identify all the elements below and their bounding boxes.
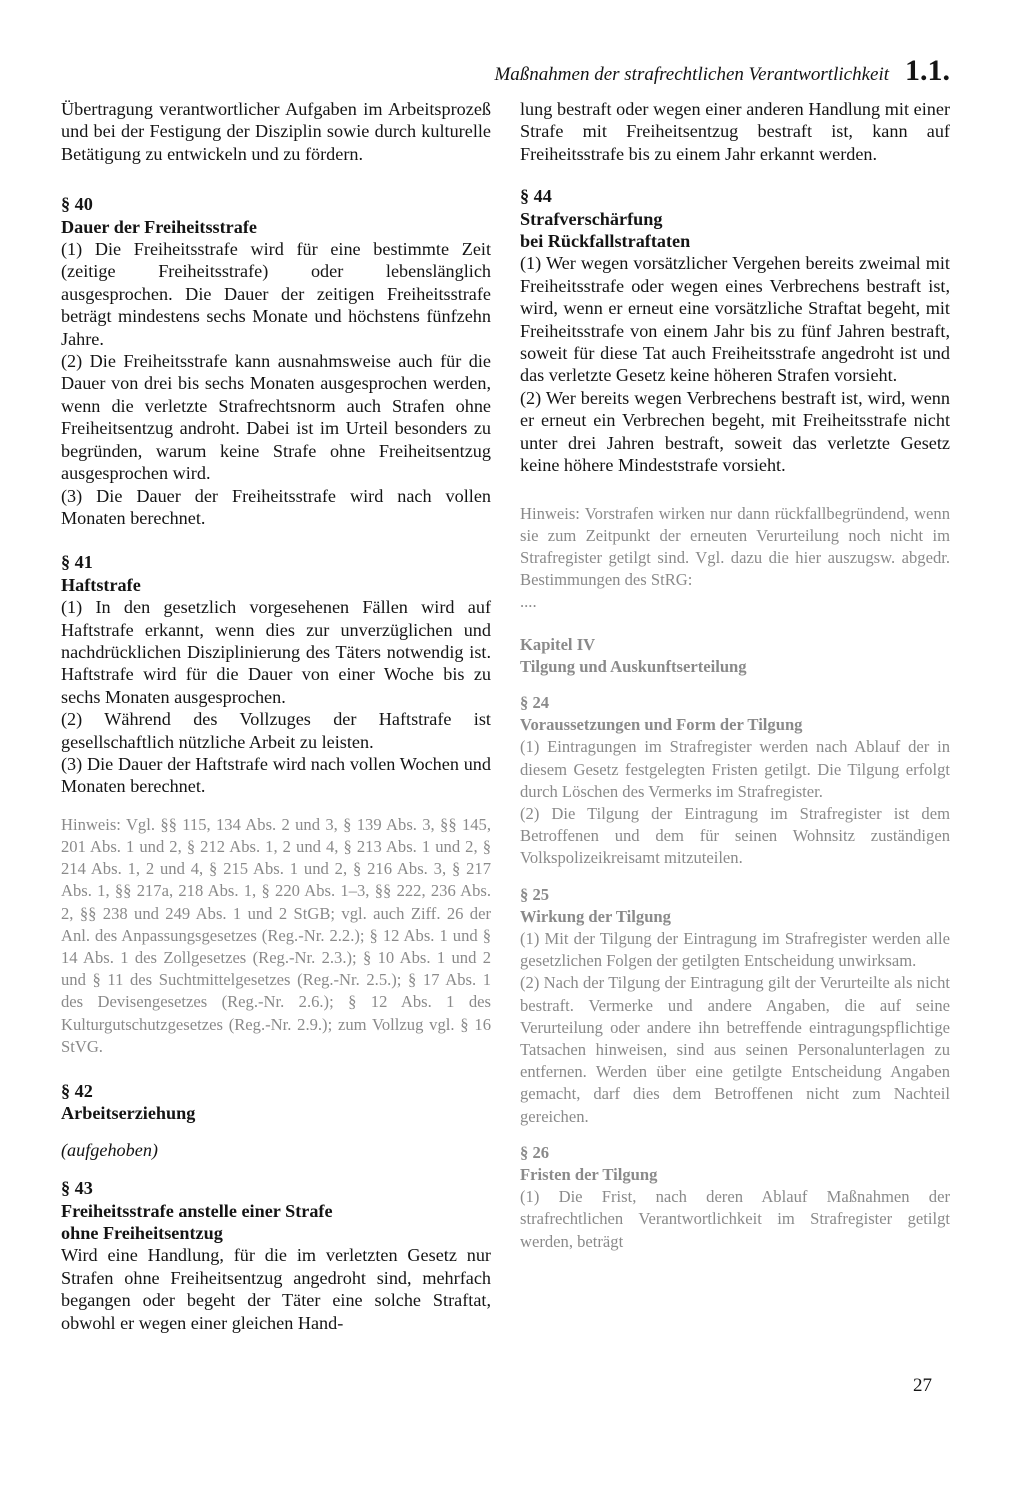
section-24-para-2: (2) Die Tilgung der Eintragung im Strafregister ist dem Betroffenen und dem für seinen Wohnsitz zuständigen Volkspolizeikreisamt mitzuteilen. xyxy=(520,803,950,868)
section-41-para-2: (2) Während des Vollzuges der Haftstrafe ist gesellschaftlich nützliche Arbeit zu leisten. xyxy=(61,709,491,752)
section-44-title-line-1: Strafverschärfung xyxy=(520,208,663,229)
section-40-para-1: (1) Die Freiheitsstrafe wird für eine bestimmte Zeit (zeitige Freiheitsstrafe) oder lebenslänglich ausgesprochen. Die Dauer der zeitigen Freiheitsstrafe beträgt mindestens sechs Monate und höchstens fünfzehn Jahre. xyxy=(61,239,491,349)
section-44-para-2: (2) Wer bereits wegen Verbrechens bestraft ist, wird, wenn er erneut ein Verbrechen begeht, mit Freiheitsstrafe nicht unter drei Jahren bestraft, soweit das verletzte Gesetz keine höhere Mindeststrafe vorsieht. xyxy=(520,387,950,476)
section-25-number: § 25 xyxy=(520,884,550,904)
strg-note: Hinweis: Vorstrafen wirken nur dann rückfallbegründend, wenn sie zum Zeitpunkt der erneuten Verurteilung noch nicht im Strafregister getilgt sind. Vgl. dazu die hier auszugsw. abgedr. Bestimmungen des StRG: xyxy=(520,503,950,590)
section-40-number: § 40 xyxy=(61,194,93,215)
section-42-number: § 42 xyxy=(61,1081,93,1102)
section-44-para-1: (1) Wer wegen vorsätzlicher Vergehen bereits zweimal mit Freiheitsstrafe oder wegen eines Verbrechens bestraft ist, wird, wenn er erneut eine vorsätzliche Straftat begeht, mit Freiheitsstrafe von einem Jahr bis zu fünf Jahren bestraft, soweit für diese Tat auch Freiheitsstrafe angedroht ist und das verletzte Gesetz keine höheren Strafen vorsieht. xyxy=(520,253,950,386)
section-41-note: Hinweis: Vgl. §§ 115, 134 Abs. 2 und 3, § 139 Abs. 3, §§ 145, 201 Abs. 1 und 2, § 212 Abs. 1, 2 und 4, § 213 Abs. 1 und 2, § 214 Abs. 1, 2 und 4, § 215 Abs. 1 und 2, § 216 Abs. 3, § 217 Abs. 1, §§ 217a, 218 Abs. 1, § 220 Abs. 1–3, §§ 222, 236 Abs. 2, §§ 238 und 249 Abs. 1 und 2 StGB; vgl. auch Ziff. 26 der Anl. des Anpassungsgesetzes (Reg.-Nr. 2.2.); § 12 Abs. 1 und § 14 Abs. 1 des Zollgesetzes (Reg.-Nr. 2.3.); § 10 Abs. 1 und 2 und § 11 des Suchtmittelgesetzes (Reg.-Nr. 2.5.); § 17 Abs. 1 des Devisengesetzes (Reg.-Nr. 2.6.); § 12 Abs. 1 des Kulturgutschutzgesetzes (Reg.-Nr. 2.9.); zum Vollzug vgl. § 16 StVG. xyxy=(61,814,491,1056)
chapter-heading: Kapitel IV xyxy=(520,634,596,654)
intro-paragraph: Übertragung verantwortlicher Aufgaben im Arbeitsprozeß und bei der Festigung der Disziplin sowie durch kulturelle Betätigung zu entwickeln und zu fördern. xyxy=(61,99,491,164)
section-43-title-line-2: ohne Freiheitsentzug xyxy=(61,1223,223,1244)
section-40-para-2: (2) Die Freiheitsstrafe kann ausnahmsweise auch für die Dauer von drei bis sechs Monaten ausgesprochen werden, wenn die verletzte Strafrechtsnorm auch Strafen ohne Freiheitsentzug androht. Dabei ist im Urteil besonders zu begründen, warum keine Strafe ohne Freiheitsentzug ausgesprochen wird. xyxy=(61,351,491,484)
section-24-para-1: (1) Eintragungen im Strafregister werden nach Ablauf der in diesem Gesetz festgelegten Fristen getilgt. Die Tilgung erfolgt durch Löschen des Vermerks im Strafregister. xyxy=(520,737,950,801)
section-42-body: (aufgehoben) xyxy=(61,1139,158,1160)
section-41-para-1: (1) In den gesetzlich vorgesehenen Fällen wird auf Haftstrafe erkannt, wenn dies zur unverzüglichen und nachdrücklichen Disziplinierung des Täters notwendig ist. Haftstrafe wird für die Dauer von einer Woche bis zu sechs Monaten ausgesprochen. xyxy=(61,597,491,707)
section-44-title-line-2: bei Rückfallstraftaten xyxy=(520,231,691,252)
section-25-para-1: (1) Mit der Tilgung der Eintragung im Strafregister werden alle gesetzlichen Folgen der getilgten Entscheidung unwirksam. xyxy=(520,928,950,971)
section-24-title: Voraussetzungen und Form der Tilgung xyxy=(520,715,803,735)
section-41-number: § 41 xyxy=(61,552,93,573)
section-44-number: § 44 xyxy=(520,186,552,207)
header-section-number: 1.1. xyxy=(905,54,950,87)
section-26-para-1: (1) Die Frist, nach deren Ablauf Maßnahmen der strafrechtlichen Verantwortlichkeit im Strafregister getilgt werden, beträgt xyxy=(520,1187,950,1251)
section-41-title: Haftstrafe xyxy=(61,574,141,595)
section-41-para-3: (3) Die Dauer der Haftstrafe wird nach vollen Wochen und Monaten berechnet. xyxy=(61,753,491,797)
chapter-title: Tilgung und Auskunftserteilung xyxy=(520,656,747,676)
continuation-paragraph: lung bestraft oder wegen einer anderen Handlung mit einer Strafe mit Freiheitsentzug bestraft ist, kann auf Freiheitsstrafe bis zu einem Jahr erkannt werden. xyxy=(520,99,950,164)
section-40-title: Dauer der Freiheitsstrafe xyxy=(61,216,257,237)
ellipsis: .... xyxy=(520,592,537,612)
page-number: 27 xyxy=(913,1375,932,1396)
header-title: Maßnahmen der strafrechtlichen Verantwortlichkeit xyxy=(494,64,889,85)
section-26-title: Fristen der Tilgung xyxy=(520,1164,658,1184)
section-43-body: Wird eine Handlung, für die im verletzten Gesetz nur Strafen ohne Freiheitsentzug angedroht sind, mehrfach begangen oder begeht der Täter eine solche Straftat, obwohl er wegen einer gleichen Hand- xyxy=(61,1245,491,1333)
section-42-title: Arbeitserziehung xyxy=(61,1103,196,1124)
section-43-number: § 43 xyxy=(61,1178,93,1199)
section-40-para-3: (3) Die Dauer der Freiheitsstrafe wird nach vollen Monaten berechnet. xyxy=(61,485,491,528)
section-43-title-line-1: Freiheitsstrafe anstelle einer Strafe xyxy=(61,1200,333,1221)
section-25-title: Wirkung der Tilgung xyxy=(520,906,671,926)
left-column xyxy=(61,98,491,1334)
right-column xyxy=(520,98,950,1253)
section-26-number: § 26 xyxy=(520,1142,550,1162)
section-25-para-2: (2) Nach der Tilgung der Eintragung gilt der Verurteilte als nicht bestraft. Vermerke und andere Angaben, die auf seine Verurteilung oder andere ihn betreffende eintragungspflichtige Tatsachen hinweisen, sind aus seinen Personalunterlagen zu entfernen. Werden über eine getilgte Entscheidung Angaben gemacht, darf dies dem Betroffenen nicht zum Nachteil gereichen. xyxy=(520,973,950,1126)
running-header xyxy=(0,54,950,88)
section-24-number: § 24 xyxy=(520,692,550,712)
